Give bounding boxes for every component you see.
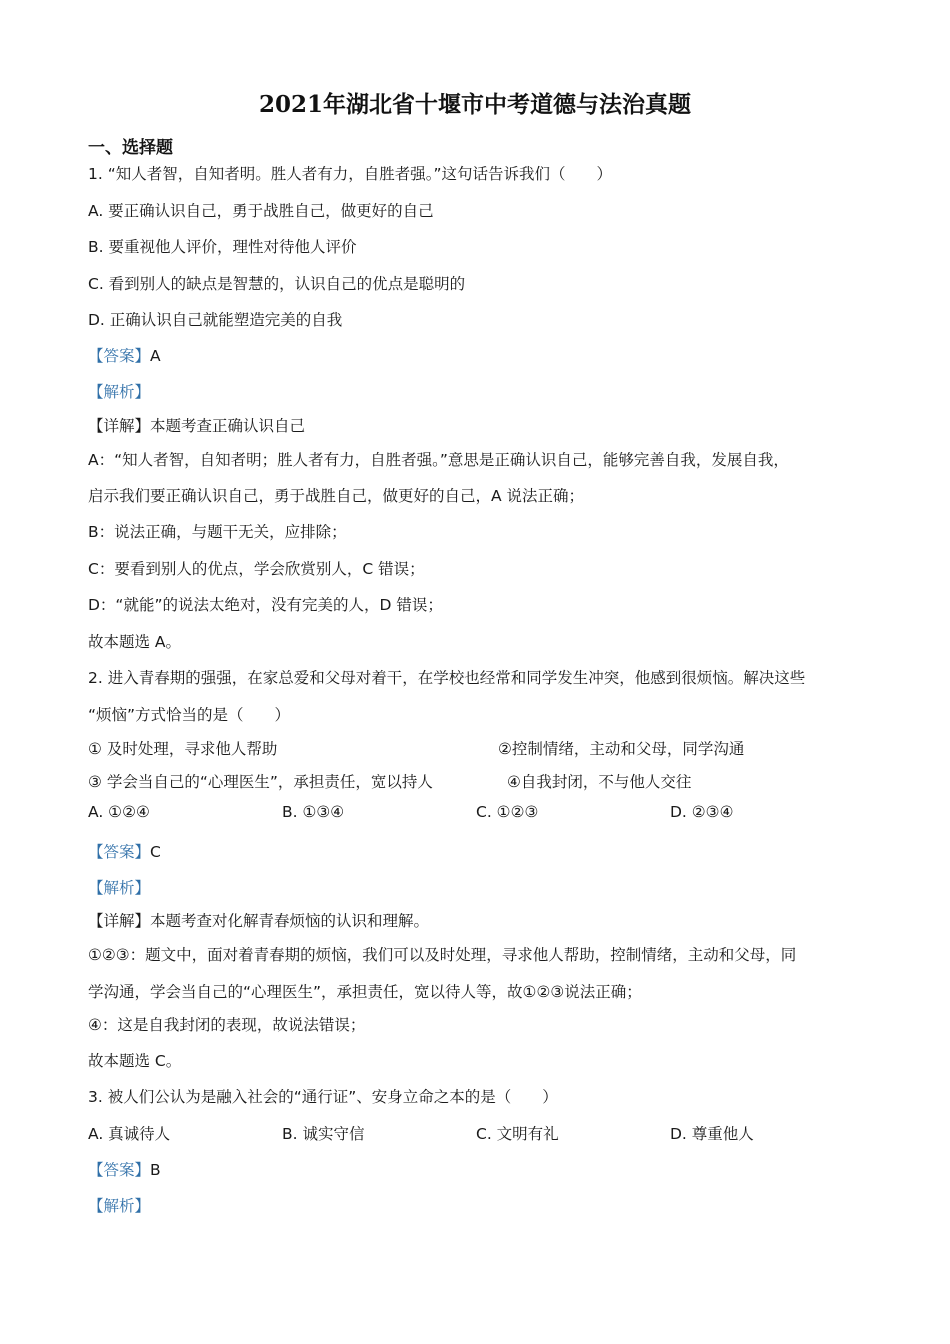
answer-value: C	[150, 843, 161, 861]
q1-option-c: C. 看到别人的缺点是智慧的，认识自己的优点是聪明的	[88, 275, 466, 293]
q2-explain-3: ④：这是自我封闭的表现，故说法错误；	[88, 1016, 366, 1034]
q3-option-a: A. 真诚待人	[88, 1125, 171, 1143]
q1-explain-4: C：要看到别人的优点，学会欣赏别人，C 错误；	[88, 560, 425, 578]
q2-option-b: B. ①③④	[282, 803, 345, 821]
analysis-tag: 【解析】	[88, 1197, 151, 1215]
analysis-tag: 【解析】	[88, 879, 151, 897]
q2-option-d: D. ②③④	[670, 803, 734, 821]
q3-option-b: B. 诚实守信	[282, 1125, 365, 1143]
q1-option-d: D. 正确认识自己就能塑造完美的自我	[88, 311, 343, 329]
detail-tag: 【详解】	[88, 912, 151, 930]
q1-option-a: A. 要正确认识自己，勇于战胜自己，做更好的自己	[88, 202, 434, 220]
q2-stem-1: 2. 进入青春期的强强，在家总爱和父母对着干，在学校也经常和同学发生冲突，他感到很烦恼。解决这些	[88, 669, 806, 687]
q3-answer	[88, 1158, 161, 1180]
q2-item-1: ① 及时处理，寻求他人帮助	[88, 740, 278, 758]
q3-option-d: D. 尊重他人	[670, 1125, 754, 1143]
q1-explain-3: B：说法正确，与题干无关，应排除；	[88, 523, 347, 541]
q2-detail	[88, 909, 429, 931]
q2-answer	[88, 840, 161, 862]
detail-tag: 【详解】	[88, 417, 151, 435]
q3-option-c: C. 文明有礼	[476, 1125, 559, 1143]
q2-option-c: C. ①②③	[476, 803, 539, 821]
q1-answer	[88, 344, 161, 366]
section-heading: 一、选择题	[88, 138, 173, 158]
q2-item-4: ④自我封闭，不与他人交往	[507, 773, 692, 791]
q2-option-a: A. ①②④	[88, 803, 150, 821]
answer-tag: 【答案】	[88, 843, 151, 861]
analysis-tag: 【解析】	[88, 383, 151, 401]
q1-analysis-tag	[88, 380, 150, 402]
q1-explain-2: 启示我们要正确认识自己，勇于战胜自己，做更好的自己，A 说法正确；	[88, 487, 585, 505]
q2-explain-2: 学沟通，学会当自己的“心理医生”，承担责任，宽以待人等，故①②③说法正确；	[88, 983, 642, 1001]
answer-value: B	[150, 1161, 161, 1179]
answer-value: A	[150, 347, 161, 365]
q2-item-3: ③ 学会当自己的“心理医生”，承担责任，宽以持人	[88, 773, 433, 791]
q1-explain-5: D：“就能”的说法太绝对，没有完美的人，D 错误；	[88, 596, 443, 614]
q1-option-b: B. 要重视他人评价，理性对待他人评价	[88, 238, 357, 256]
answer-tag: 【答案】	[88, 347, 151, 365]
q1-detail	[88, 414, 305, 436]
answer-tag: 【答案】	[88, 1161, 151, 1179]
q2-explain-1: ①②③：题文中，面对着青春期的烦恼，我们可以及时处理，寻求他人帮助，控制情绪，主动和父母，同	[88, 946, 797, 964]
page-title: 2021年湖北省十堰市中考道德与法治真题	[258, 91, 691, 118]
q3-stem: 3. 被人们公认为是融入社会的“通行证”、安身立命之本的是（ ）	[88, 1088, 558, 1106]
detail-text: 本题考查对化解青春烦恼的认识和理解。	[150, 912, 430, 930]
q2-item-2: ②控制情绪，主动和父母，同学沟通	[498, 740, 745, 758]
q1-explain-1: A：“知人者智，自知者明；胜人者有力，自胜者强。”意思是正确认识自己，能够完善自我，发展自我，	[88, 451, 789, 469]
q1-stem: 1. “知人者智，自知者明。胜人者有力，自胜者强。”这句话告诉我们（ ）	[88, 165, 613, 183]
q3-analysis-tag	[88, 1194, 150, 1216]
q2-conclusion: 故本题选 C。	[88, 1052, 182, 1070]
q1-conclusion: 故本题选 A。	[88, 633, 182, 651]
q2-analysis-tag	[88, 876, 150, 898]
q2-stem-2: “烦恼”方式恰当的是（ ）	[88, 706, 291, 724]
detail-text: 本题考查正确认识自己	[150, 417, 306, 435]
